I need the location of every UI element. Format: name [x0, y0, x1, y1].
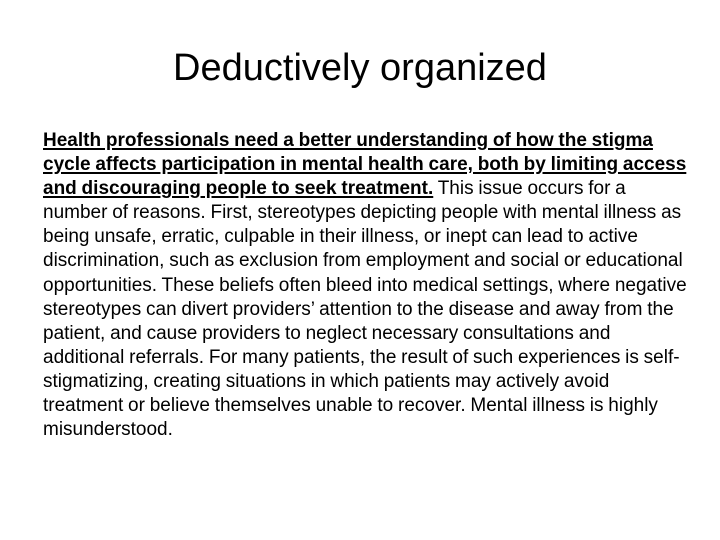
paragraph-body: [43, 129, 687, 442]
topic-sentence: Health professionals need a better understanding of how the stigma cycle affects participation in mental health care, both by limiting access and discouraging people to seek treatment.: [43, 130, 687, 200]
supporting-text: This issue occurs for a number of reasons. First, stereotypes depicting people with mental illness as being unsafe, erratic, culpable in their illness, or inept can lead to active discrimination, such as exclusion from employment and social or educational opportunities. These beliefs often bleed into medical settings, where negative stereotypes can divert providers’ attention to the disease and away from the patient, and cause providers to neglect necessary consultations and additional referrals. For many patients, the result of such experiences is self-stigmatizing, creating situations in which patients may actively avoid treatment or believe themselves unable to recover. Mental illness is highly misunderstood.: [43, 178, 687, 441]
slide-title: Deductively organized: [173, 47, 547, 89]
